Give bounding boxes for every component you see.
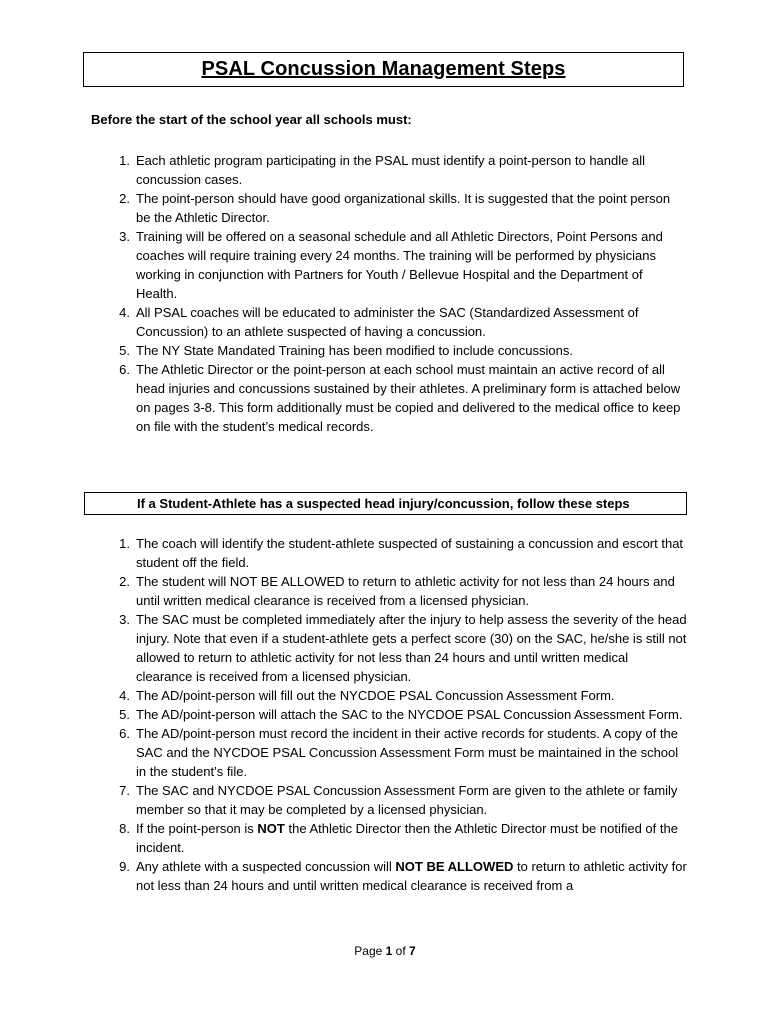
list-item-text: The SAC must be completed immediately after the injury to help assess the severity of the head injury. Note that even if a student-athlete gets a perfect score (30) on the SAC, he/she is still not allowed to return to athletic activity for not less than 24 hours and until written medical clearance is received from a licensed physician. [136,612,687,684]
list-item [112,227,687,303]
list-item [112,686,687,705]
list-item-number: 6. [119,726,130,741]
footer-page-label: Page [354,944,383,958]
page-footer [0,944,770,958]
list-item-text [136,821,678,855]
list-item-number: 4. [119,688,130,703]
list-item-number: 1. [119,153,130,168]
footer-of-label: of [395,944,406,958]
list-item-text: The point-person should have good organizational skills. It is suggested that the point person be the Athletic Director. [136,191,671,225]
section-heading: If a Student-Athlete has a suspected head injury/concussion, follow these steps [84,492,687,515]
list-item-text: The AD/point-person must record the incident in their active records for students. A copy of the SAC and the NYCDOE PSAL Concussion Assessment Form must be maintained in the school in the student’s file. [136,726,679,779]
list-item-number: 5. [119,707,130,722]
pre-season-steps-list [112,151,687,436]
list-item-text: The AD/point-person will attach the SAC to the NYCDOE PSAL Concussion Assessment Form. [136,707,683,722]
list-item [112,341,687,360]
list-item [112,857,687,895]
list-item-text: The coach will identify the student-athlete suspected of sustaining a concussion and escort that student off the field. [136,536,684,570]
list-item-text: The NY State Mandated Training has been modified to include concussions. [136,343,573,358]
list-item-number: 5. [119,343,130,358]
list-item-emphasis: NOT BE ALLOWED [395,859,514,874]
list-item-number: 3. [119,229,130,244]
list-item-text [136,859,687,893]
list-item [112,360,687,436]
list-item-text: The student will NOT BE ALLOWED to return to athletic activity for not less than 24 hours and until written medical clearance is received from a licensed physician. [136,574,675,608]
list-item-text: The SAC and NYCDOE PSAL Concussion Assessment Form are given to the athlete or family member so that it may be completed by a licensed physician. [136,783,678,817]
list-item [112,781,687,819]
list-item-number: 2. [119,574,130,589]
list-item-text-pre: Any athlete with a suspected concussion will [136,859,396,874]
list-item [112,819,687,857]
list-item-number: 2. [119,191,130,206]
list-item [112,724,687,781]
list-item-number: 4. [119,305,130,320]
list-item-text-post: the Athletic Director then the Athletic Director must be notified of the incident. [136,821,678,855]
footer-total-pages: 7 [409,944,416,958]
concussion-steps-list [112,534,687,895]
list-item [112,189,687,227]
list-item-number: 7. [119,783,130,798]
list-item-text: Each athletic program participating in the PSAL must identify a point-person to handle all concussion cases. [136,153,645,187]
list-item-text: Training will be offered on a seasonal schedule and all Athletic Directors, Point Persons and coaches will require training every 24 months. The training will be performed by physicians working in conjunction with Partners for Youth / Bellevue Hospital and the Department of Health. [136,229,663,301]
list-item [112,610,687,686]
list-item-number: 6. [119,362,130,377]
list-item [112,151,687,189]
intro-heading: Before the start of the school year all schools must: [91,112,412,127]
page-title: PSAL Concussion Management Steps [201,58,566,80]
list-item-text: All PSAL coaches will be educated to administer the SAC (Standardized Assessment of Concussion) to an athlete suspected of having a concussion. [136,305,639,339]
list-item [112,534,687,572]
list-item [112,572,687,610]
title-box [83,52,684,87]
list-item-text: The AD/point-person will fill out the NYCDOE PSAL Concussion Assessment Form. [136,688,615,703]
list-item [112,705,687,724]
list-item [112,303,687,341]
list-item-number: 9. [119,859,130,874]
list-item-number: 1. [119,536,130,551]
list-item-emphasis: NOT [257,821,285,836]
list-item-text: The Athletic Director or the point-person at each school must maintain an active record of all head injuries and concussions sustained by their athletes. A preliminary form is attached below on pages 3-8. This form additionally must be copied and delivered to the medical office to keep on file with the student’s medical records. [136,362,681,434]
footer-current-page: 1 [385,944,393,958]
list-item-text-post: to return to athletic activity for not less than 24 hours and until written medical clearance is received from a [136,859,687,893]
list-item-text-pre: If the point-person is [136,821,258,836]
list-item-number: 8. [119,821,130,836]
list-item-number: 3. [119,612,130,627]
